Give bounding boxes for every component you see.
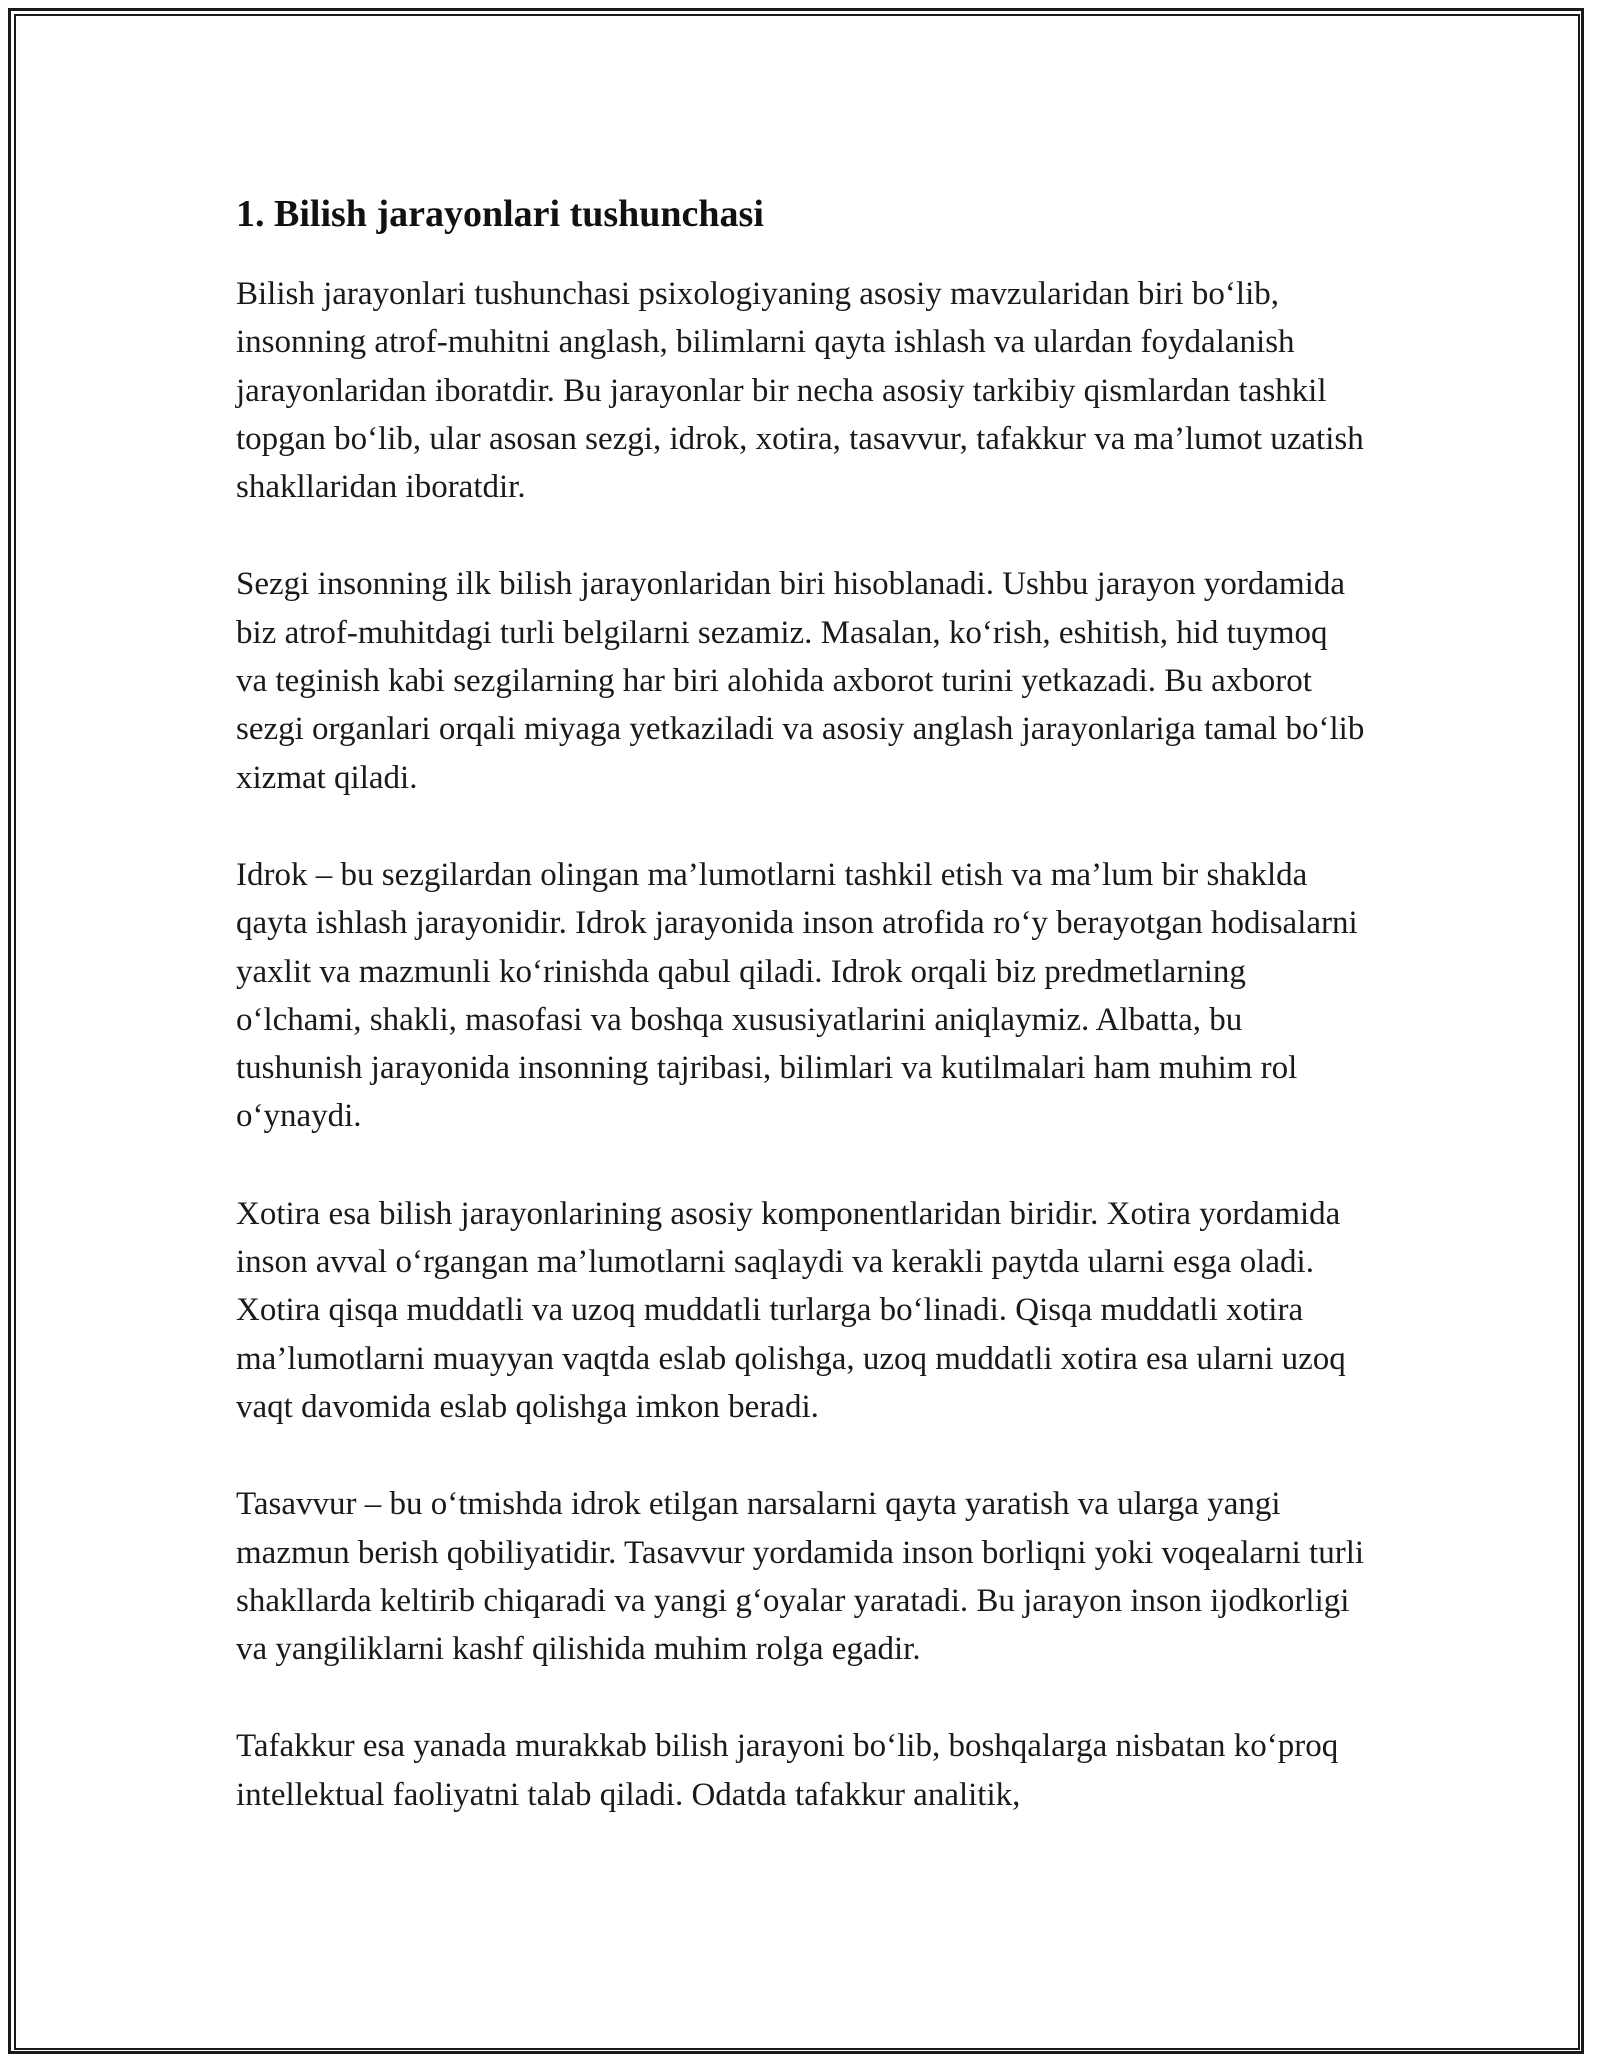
paragraph-memory: Xotira esa bilish jarayonlarining asosiy komponentlaridan biridir. Xotira yordamida inson avval o‘rgangan ma’lumotlarni saqlaydi va kerakli paytda ularni esga oladi. Xotira qisqa muddatli va uzoq muddatli turlarga bo‘linadi. Qisqa muddatli xotira ma’lumotlarni muayyan vaqtda eslab qolishga, uzoq muddatli xotira esa ularni uzoq vaqt davomida eslab qolishga imkon beradi. <box>236 1195 1346 1425</box>
section-heading: 1. Bilish jarayonlari tushunchasi <box>236 193 764 235</box>
paragraph-sensation: Sezgi insonning ilk bilish jarayonlaridan biri hisoblanadi. Ushbu jarayon yordamida biz atrof-muhitdagi turli belgilarni sezamiz. Masalan, ko‘rish, eshitish, hid tuymoq va teginish kabi sezgilarning har biri alohida axborot turini yetkazadi. Bu axborot sezgi organlari orqali miyaga yetkaziladi va asosiy anglash jarayonlariga tamal bo‘lib xizmat qiladi. <box>236 566 1365 796</box>
document-body <box>236 190 1366 1868</box>
paragraph-cognitive-processes: Bilish jarayonlari tushunchasi psixologiyaning asosiy mavzularidan biri bo‘lib, insonning atrof-muhitni anglash, bilimlarni qayta ishlash va ulardan foydalanish jarayonlaridan iboratdir. Bu jarayonlar bir necha asosiy tarkibiy qismlardan tashkil topgan bo‘lib, ular asosan sezgi, idrok, xotira, tasavvur, tafakkur va ma’lumot uzatish shakllaridan iboratdir. <box>236 276 1364 506</box>
paragraph-perception: Idrok – bu sezgilardan olingan ma’lumotlarni tashkil etish va ma’lum bir shaklda qayta ishlash jarayonidir. Idrok jarayonida inson atrofida ro‘y berayotgan hodisalarni yaxlit va mazmunli ko‘rinishda qabul qiladi. Idrok orqali biz predmetlarning o‘lchami, shakli, masofasi va boshqa xususiyatlarini aniqlaymiz. Albatta, bu tushunish jarayonida insonning tajribasi, bilimlari va kutilmalari ham muhim rol o‘ynaydi. <box>236 856 1358 1135</box>
paragraph-imagination: Tasavvur – bu o‘tmishda idrok etilgan narsalarni qayta yaratish va ularga yangi mazmun berish qobiliyatidir. Tasavvur yordamida inson borliqni yoki voqealarni turli shakllarda keltirib chiqaradi va yangi g‘oyalar yaratadi. Bu jarayon inson ijodkorligi va yangiliklarni kashf qilishida muhim rolga egadir. <box>236 1486 1365 1668</box>
paragraph-thinking: Tafakkur esa yanada murakkab bilish jarayoni bo‘lib, boshqalarga nisbatan ko‘proq intellektual faoliyatni talab qiladi. Odatda tafakkur analitik, <box>236 1728 1339 1813</box>
